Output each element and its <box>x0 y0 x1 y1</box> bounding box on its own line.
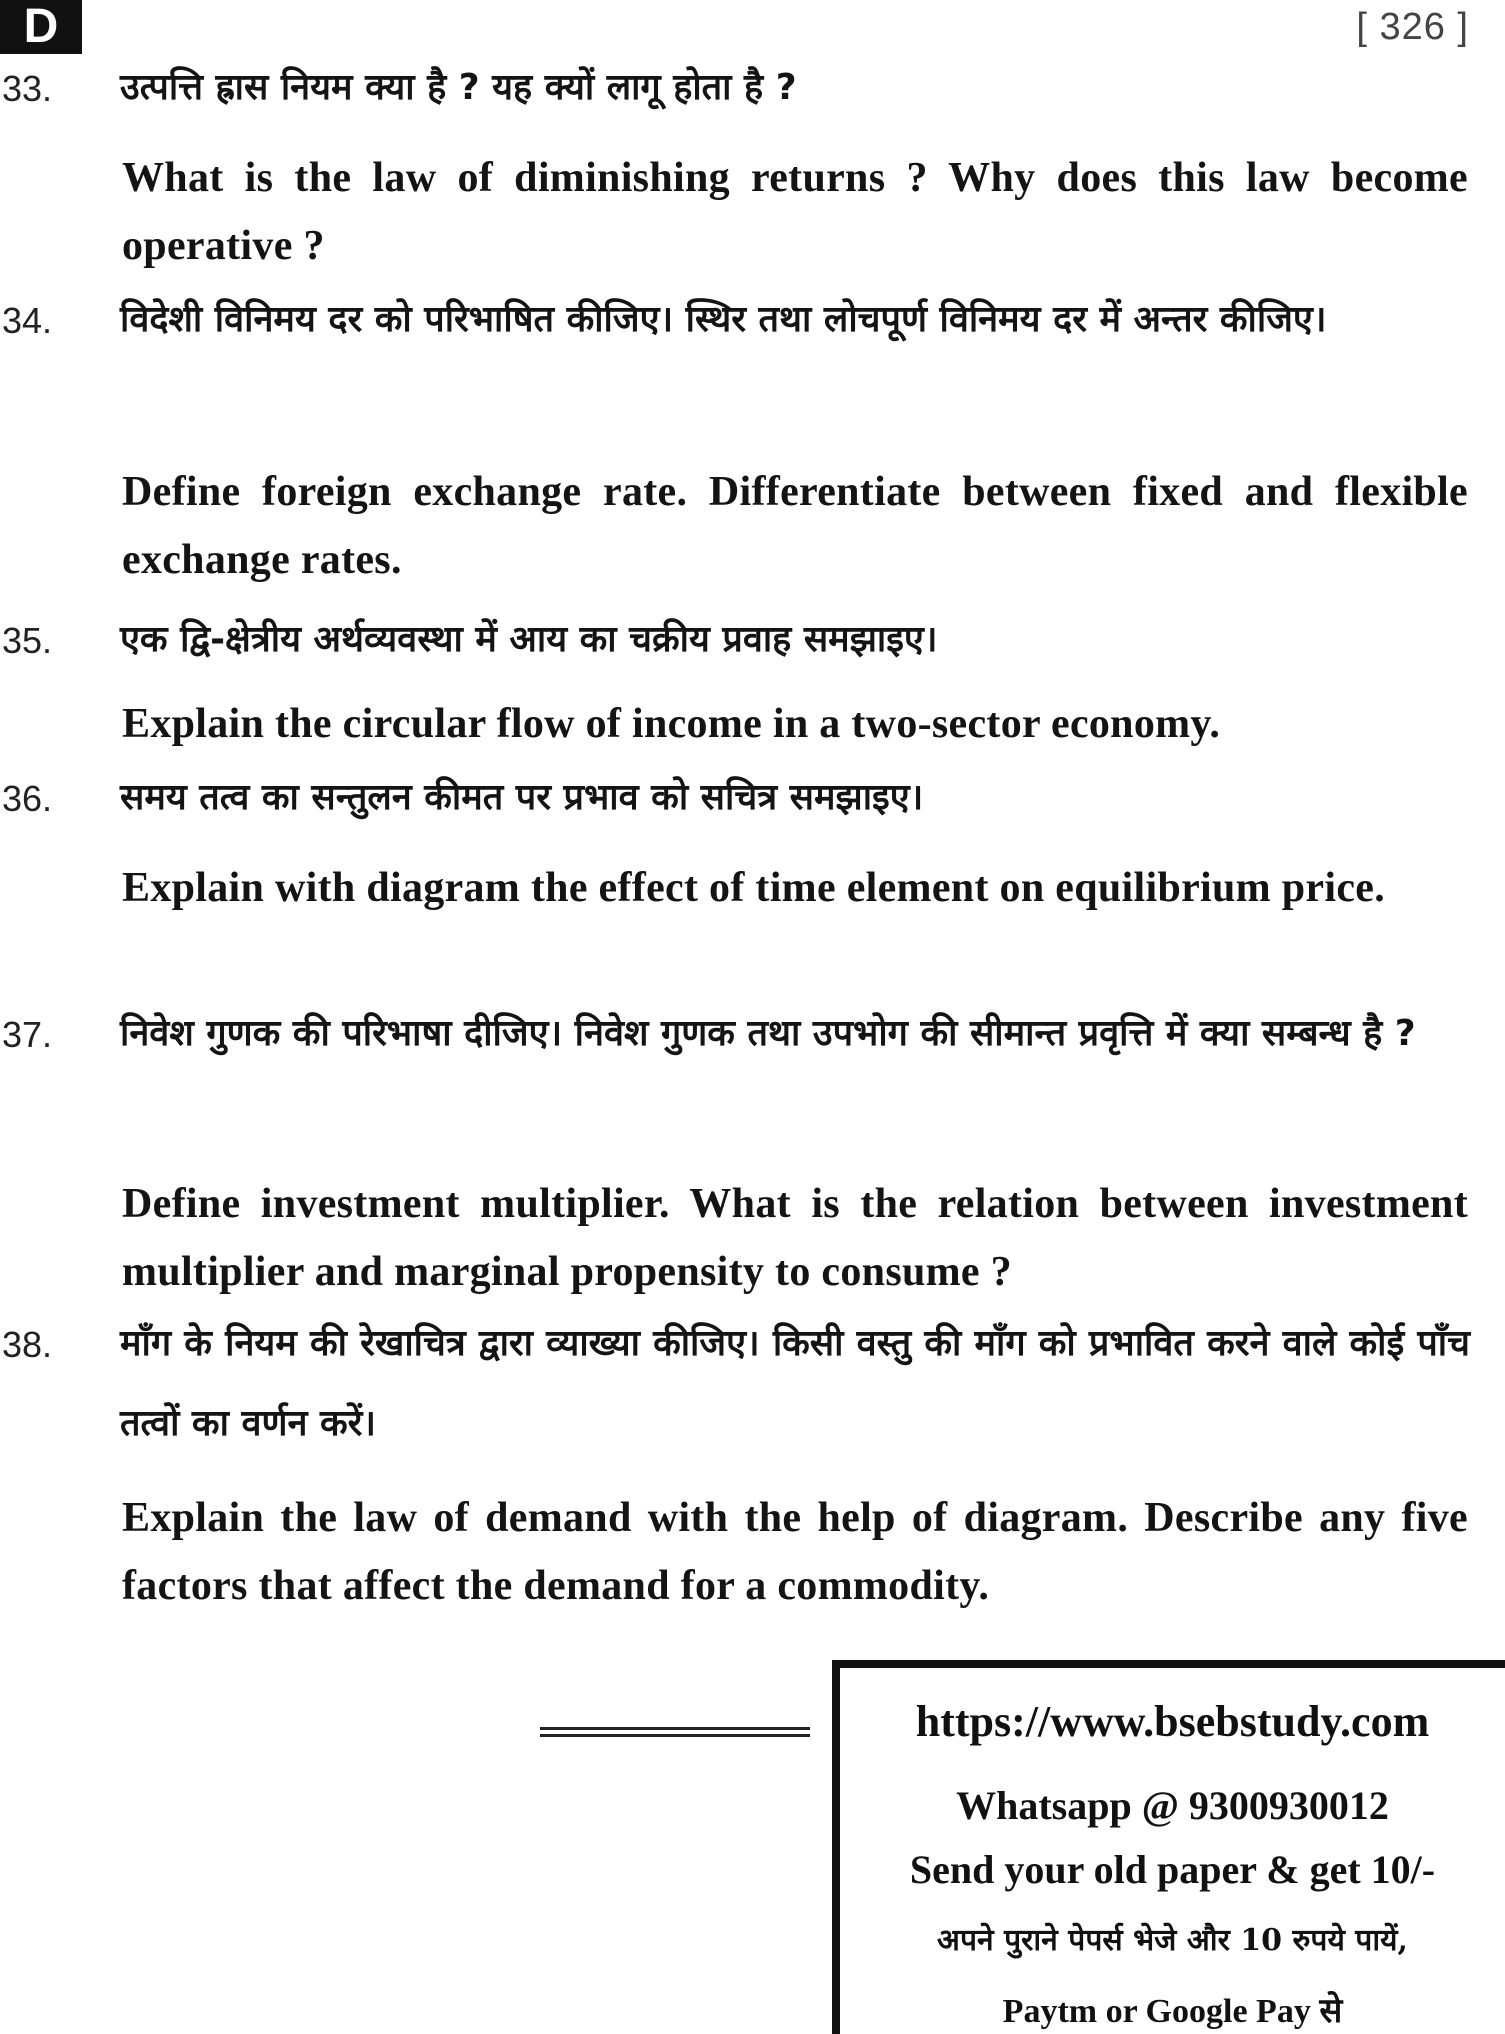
page-number: [ 326 ] <box>1356 6 1469 48</box>
set-badge: D <box>0 0 82 54</box>
question-text-hindi: विदेशी विनिमय दर को परिभाषित कीजिए। स्थिर तथा लोचपूर्ण विनिमय दर में अन्तर कीजिए। <box>120 299 1327 340</box>
question-text-hindi: माँग के नियम की रेखाचित्र द्वारा व्याख्या कीजिए। किसी वस्तु की माँग को प्रभावित करने वाले कोई पाँच तत्वों का वर्णन करें। <box>120 1323 1470 1444</box>
question-text-english: Explain with diagram the effect of time element on equilibrium price. <box>122 865 1386 911</box>
question-text-english: What is the law of diminishing returns ? Why does this law become operative ? <box>122 155 1468 269</box>
question-text-hindi: उत्पत्ति ह्रास नियम क्या है ? यह क्यों लागू होता है ? <box>120 67 797 108</box>
question-number: 36. <box>2 778 53 819</box>
end-divider <box>540 1727 810 1737</box>
question-number: 38. <box>2 1324 53 1365</box>
question-number: 37. <box>2 1014 53 1055</box>
promo-website: https://www.bsebstudy.com <box>915 1697 1430 1746</box>
promo-box <box>832 1660 1505 2034</box>
question-number: 35. <box>2 620 53 661</box>
promo-payment: Paytm or Google Pay से <box>1002 1993 1343 2030</box>
question-text-english: Define investment multiplier. What is the relation between investment multiplier and marginal propensity to consume ? <box>122 1181 1468 1295</box>
question-text-english: Explain the law of demand with the help of diagram. Describe any five factors that affect the demand for a commodity. <box>122 1495 1468 1609</box>
question-number: 34. <box>2 300 53 341</box>
question-text-hindi: एक द्वि-क्षेत्रीय अर्थव्यवस्था में आय का चक्रीय प्रवाह समझाइए। <box>120 619 938 660</box>
question-text-english: Explain the circular flow of income in a two-sector economy. <box>122 701 1221 747</box>
question-text-english: Define foreign exchange rate. Differentiate between fixed and flexible exchange rates. <box>122 469 1468 583</box>
question-text-hindi: निवेश गुणक की परिभाषा दीजिए। निवेश गुणक तथा उपभोग की सीमान्त प्रवृत्ति में क्या सम्बन्ध है ? <box>120 1013 1416 1054</box>
promo-whatsapp: Whatsapp @ 9300930012 <box>956 1783 1389 1828</box>
question-number: 33. <box>2 68 53 109</box>
promo-offer-english: Send your old paper & get 10/- <box>909 1847 1436 1892</box>
promo-offer-hindi: अपने पुराने पेपर्स भेजे और 10 रुपये पायें, <box>937 1923 1408 1958</box>
question-text-hindi: समय तत्व का सन्तुलन कीमत पर प्रभाव को सचित्र समझाइए। <box>120 777 924 818</box>
